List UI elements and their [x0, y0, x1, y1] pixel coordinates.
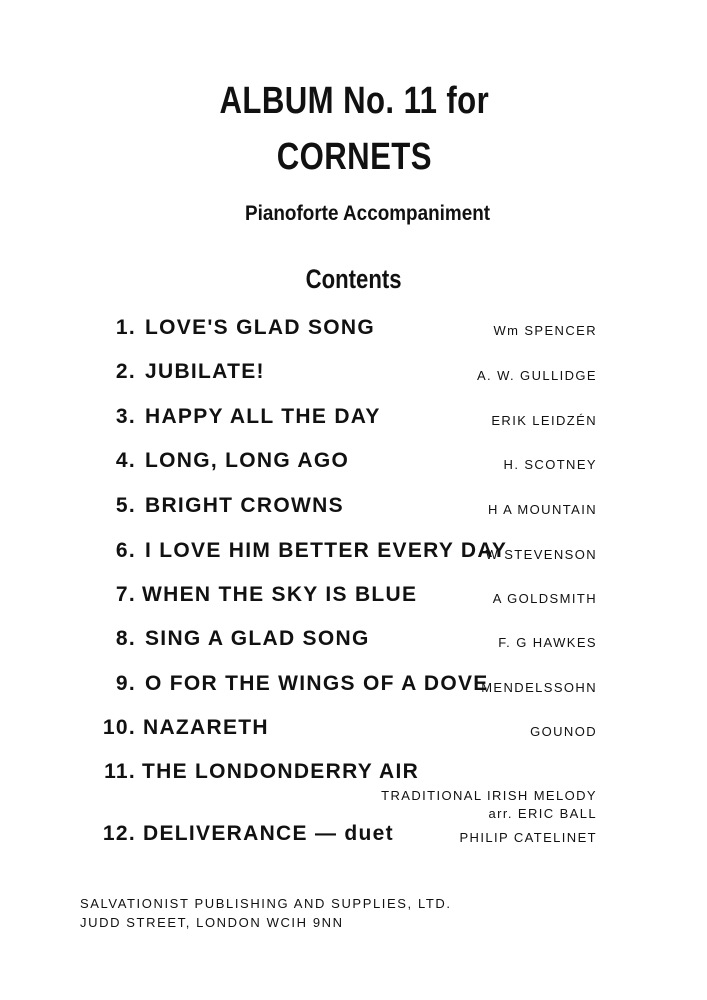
entry-number: 8. — [115, 627, 136, 650]
entry-number: 3. — [115, 405, 136, 428]
entry-title: BRIGHT CROWNS — [145, 494, 344, 517]
entry-composer: TRADITIONAL IRISH MELODY — [381, 788, 597, 803]
entry-number: 2. — [115, 360, 136, 383]
entry-composer: Wm SPENCER — [493, 323, 597, 338]
entry-number: 1. — [115, 316, 136, 339]
entry-title: O FOR THE WINGS OF A DOVE — [145, 672, 489, 695]
publisher-address: JUDD STREET, LONDON WCIH 9NN — [80, 915, 344, 930]
entry-number: 6. — [115, 539, 136, 562]
entry-title: JUBILATE! — [145, 360, 265, 383]
entry-composer: PHILIP CATELINET — [459, 830, 597, 845]
entry-number: 10. — [102, 716, 136, 739]
entry-composer: A GOLDSMITH — [492, 591, 597, 606]
entry-number: 5. — [115, 494, 136, 517]
entry-title: LOVE'S GLAD SONG — [145, 316, 375, 339]
entry-composer: W STEVENSON — [485, 547, 597, 562]
entry-title: LONG, LONG AGO — [145, 449, 350, 472]
entry-title: HAPPY ALL THE DAY — [145, 405, 381, 428]
entry-title: WHEN THE SKY IS BLUE — [142, 583, 418, 606]
entry-composer: MENDELSSOHN — [481, 680, 597, 695]
contents-heading: Contents — [305, 264, 402, 294]
entry-number: 9. — [115, 672, 136, 695]
entry-number: 4. — [115, 449, 136, 472]
entry-title: NAZARETH — [143, 716, 269, 739]
entry-number: 11. — [104, 760, 136, 783]
entry-composer: A. W. GULLIDGE — [476, 368, 597, 383]
entry-composer: H. SCOTNEY — [503, 457, 597, 472]
entry-composer: F. G HAWKES — [498, 635, 597, 650]
entry-composer: H A MOUNTAIN — [487, 502, 597, 517]
subtitle: Pianoforte Accompaniment — [245, 202, 491, 225]
entry-title: I LOVE HIM BETTER EVERY DAY — [145, 539, 508, 562]
entry-number: 12. — [102, 822, 136, 845]
entry-composer: GOUNOD — [530, 724, 597, 739]
entry-title: DELIVERANCE — duet — [143, 822, 394, 845]
entry-arranger: arr. ERIC BALL — [488, 806, 597, 821]
publisher-name: SALVATIONIST PUBLISHING AND SUPPLIES, LTD. — [80, 896, 452, 911]
entry-number: 7. — [115, 583, 136, 606]
album-title-line-2: CORNETS — [276, 136, 432, 178]
entry-composer: ERIK LEIDZÉN — [491, 413, 597, 428]
entry-title: SING A GLAD SONG — [145, 627, 370, 650]
album-title-line-1: ALBUM No. 11 for — [219, 80, 490, 122]
entry-title: THE LONDONDERRY AIR — [142, 760, 420, 783]
